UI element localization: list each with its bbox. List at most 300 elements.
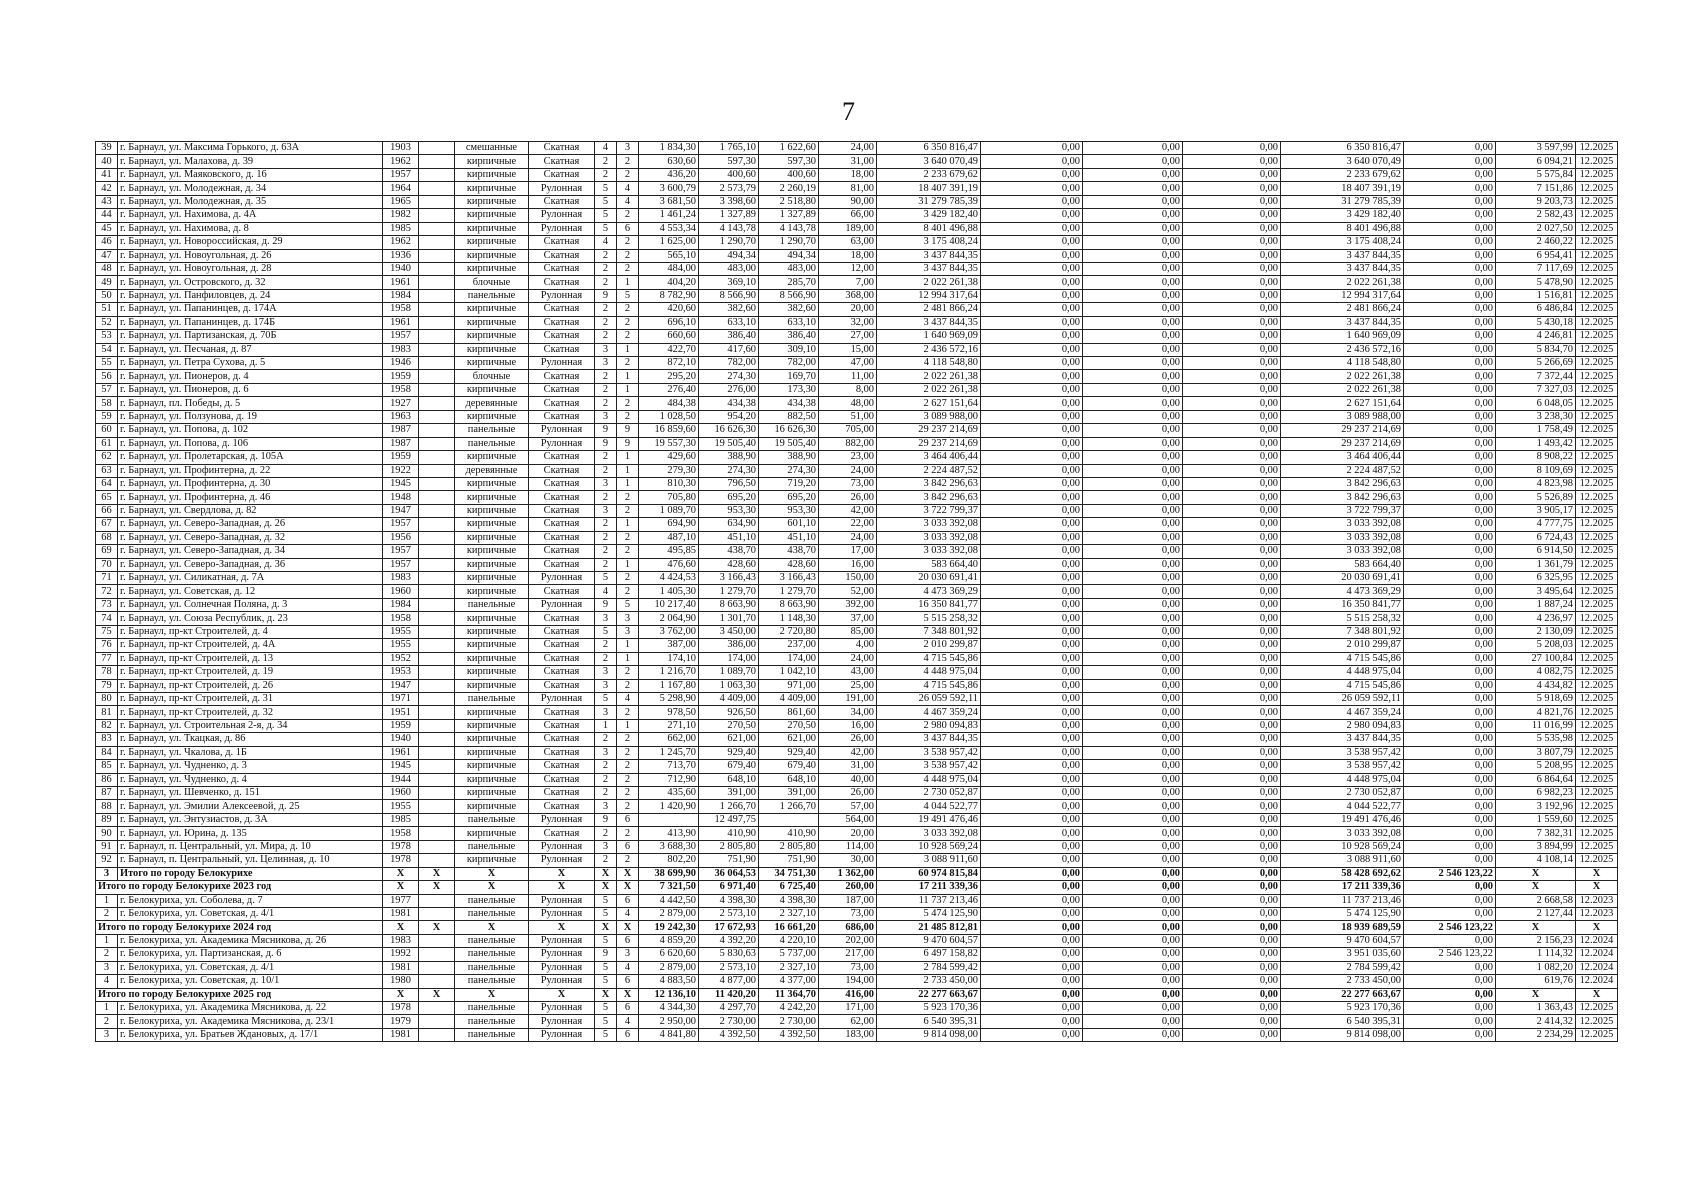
table-cell: 0,00 [1183, 921, 1281, 934]
table-cell: 11 737 213,46 [877, 894, 981, 907]
table-cell: Итого по городу Белокурихе [118, 867, 383, 880]
table-cell: 0,00 [1083, 572, 1183, 585]
table-cell: 1 559,60 [1496, 813, 1576, 826]
table-cell [419, 733, 455, 746]
table-cell: кирпичные [455, 518, 529, 531]
table-cell: 391,00 [759, 787, 819, 800]
table-cell: Скатная [529, 706, 595, 719]
table-cell: 1 301,70 [699, 612, 759, 625]
table-cell: 0,00 [1083, 961, 1183, 974]
table-cell: 0,00 [1404, 518, 1496, 531]
table-cell: 5 918,69 [1496, 692, 1576, 705]
table-cell: 660,60 [639, 330, 699, 343]
table-cell: X [455, 867, 529, 880]
table-cell: X [1576, 867, 1618, 880]
table-cell: 0,00 [1404, 854, 1496, 867]
table-cell: 61 [96, 437, 118, 450]
table-cell [419, 975, 455, 988]
table-cell: 382,60 [759, 303, 819, 316]
table-cell: Скатная [529, 491, 595, 504]
table-cell: панельные [455, 907, 529, 920]
table-cell: 76 [96, 639, 118, 652]
table-cell: 2 156,23 [1496, 934, 1576, 947]
table-cell: 3 [617, 948, 639, 961]
table-cell: 5 [595, 625, 617, 638]
table-cell: 451,10 [759, 531, 819, 544]
table-cell: 1 461,24 [639, 209, 699, 222]
table-cell: 91 [96, 840, 118, 853]
table-cell: 0,00 [1083, 612, 1183, 625]
table-cell: 15,00 [819, 343, 877, 356]
table-cell: Рулонная [529, 692, 595, 705]
table-cell: 3 429 182,40 [877, 209, 981, 222]
table-cell: 0,00 [1083, 330, 1183, 343]
table-cell: 0,00 [981, 679, 1083, 692]
table-cell: кирпичные [455, 733, 529, 746]
table-cell: 487,10 [639, 531, 699, 544]
table-cell: 10 928 569,24 [877, 840, 981, 853]
table-cell: 0,00 [1404, 652, 1496, 665]
table-row [96, 545, 1618, 558]
table-cell [419, 168, 455, 181]
table-cell [419, 236, 455, 249]
table-cell: 4 [617, 907, 639, 920]
table-cell: 438,70 [699, 545, 759, 558]
table-cell: Скатная [529, 800, 595, 813]
table-cell: 0,00 [1083, 262, 1183, 275]
table-cell: 2 [617, 531, 639, 544]
table-cell: 0,00 [1083, 1015, 1183, 1028]
table-cell: 12.2025 [1576, 518, 1618, 531]
table-cell: 81,00 [819, 182, 877, 195]
table-cell: 1 [617, 719, 639, 732]
table-cell: 18 407 391,19 [877, 182, 981, 195]
table-cell: 0,00 [1083, 558, 1183, 571]
table-cell: 50 [96, 289, 118, 302]
table-cell: 436,20 [639, 168, 699, 181]
table-cell [419, 773, 455, 786]
table-cell: 861,60 [759, 706, 819, 719]
table-cell: 40 [96, 155, 118, 168]
table-cell: 12.2025 [1576, 773, 1618, 786]
table-cell: 0,00 [981, 1015, 1083, 1028]
table-cell: 0,00 [1083, 639, 1183, 652]
table-cell: 2 730 052,87 [877, 787, 981, 800]
table-cell: 5 474 125,90 [1281, 907, 1404, 920]
table-cell: 4 448 975,04 [1281, 666, 1404, 679]
table-cell: 4 715 545,86 [877, 679, 981, 692]
table-cell [419, 800, 455, 813]
table-cell: 2 [617, 397, 639, 410]
table-cell [419, 787, 455, 800]
table-cell: 1955 [383, 625, 419, 638]
table-cell: 2 [617, 746, 639, 759]
table-cell: Скатная [529, 451, 595, 464]
table-cell: 84 [96, 746, 118, 759]
table-cell: 73,00 [819, 961, 877, 974]
table-cell: 83 [96, 733, 118, 746]
table-cell: 1978 [383, 1002, 419, 1015]
table-cell: 3 033 392,08 [877, 545, 981, 558]
table-cell: 0,00 [1083, 867, 1183, 880]
table-cell: 0,00 [1083, 209, 1183, 222]
table-cell: 1951 [383, 706, 419, 719]
table-cell: 0,00 [1083, 316, 1183, 329]
table-cell: 62,00 [819, 1015, 877, 1028]
table-cell: 2 733 450,00 [1281, 975, 1404, 988]
table-cell: Скатная [529, 545, 595, 558]
table-cell: 0,00 [1083, 706, 1183, 719]
table-row [96, 504, 1618, 517]
table-cell: г. Барнаул, ул. Эмилии Алексеевой, д. 25 [118, 800, 383, 813]
table-cell: 17 211 339,36 [1281, 881, 1404, 894]
table-cell: 6 [617, 222, 639, 235]
table-cell: кирпичные [455, 477, 529, 490]
table-cell: 202,00 [819, 934, 877, 947]
table-cell: 6 497 158,82 [877, 948, 981, 961]
table-cell: 0,00 [1083, 921, 1183, 934]
table-cell: 12.2025 [1576, 760, 1618, 773]
table-cell: кирпичные [455, 316, 529, 329]
table-cell: 0,00 [1404, 357, 1496, 370]
table-cell: 1 245,70 [639, 746, 699, 759]
table-cell: 1992 [383, 948, 419, 961]
table-row [96, 424, 1618, 437]
table-cell: 4 108,14 [1496, 854, 1576, 867]
table-cell: 5 208,03 [1496, 639, 1576, 652]
table-cell: 0,00 [1083, 289, 1183, 302]
table-cell: 4 467 359,24 [1281, 706, 1404, 719]
table-cell: 4 859,20 [639, 934, 699, 947]
table-cell: 3 437 844,35 [1281, 249, 1404, 262]
table-cell: Рулонная [529, 357, 595, 370]
table-cell: 10 217,40 [639, 598, 699, 611]
table-row [96, 370, 1618, 383]
table-cell [419, 1002, 455, 1015]
table-cell: 2 [595, 760, 617, 773]
table-cell: 1 834,30 [639, 142, 699, 155]
table-cell: 0,00 [981, 276, 1083, 289]
table-cell: 0,00 [981, 827, 1083, 840]
table-cell: 391,00 [699, 787, 759, 800]
table-cell: 3 175 408,24 [1281, 236, 1404, 249]
table-cell [419, 518, 455, 531]
table-cell: г. Барнаул, ул. Профинтерна, д. 22 [118, 464, 383, 477]
table-cell: 0,00 [981, 867, 1083, 880]
table-cell: 85 [96, 760, 118, 773]
table-cell: 0,00 [1083, 491, 1183, 504]
table-cell [419, 343, 455, 356]
table-cell: 12.2025 [1576, 303, 1618, 316]
table-cell: 1 765,10 [699, 142, 759, 155]
table-cell: г. Барнаул, ул. Северо-Западная, д. 26 [118, 518, 383, 531]
table-cell: 73,00 [819, 477, 877, 490]
table-cell: 882,00 [819, 437, 877, 450]
table-cell: 3 681,50 [639, 195, 699, 208]
table-cell: 796,50 [699, 477, 759, 490]
table-row [96, 612, 1618, 625]
table-cell: 0,00 [1183, 236, 1281, 249]
table-cell: 4 821,76 [1496, 706, 1576, 719]
table-cell: 3 [595, 706, 617, 719]
table-cell: 0,00 [1083, 733, 1183, 746]
table-cell: 6 [617, 1002, 639, 1015]
table-cell: 5 208,95 [1496, 760, 1576, 773]
table-cell: X [529, 867, 595, 880]
table-row [96, 760, 1618, 773]
table-cell: 0,00 [1083, 545, 1183, 558]
table-cell: 2 481 866,24 [877, 303, 981, 316]
table-cell: 3 033 392,08 [877, 827, 981, 840]
table-cell: 12.2024 [1576, 948, 1618, 961]
table-cell: 0,00 [1083, 142, 1183, 155]
table-cell: панельные [455, 934, 529, 947]
table-cell: 1 114,32 [1496, 948, 1576, 961]
table-cell: 694,90 [639, 518, 699, 531]
table-cell: 0,00 [1404, 934, 1496, 947]
table-cell: 3 951 035,60 [1281, 948, 1404, 961]
table-cell: X [1576, 921, 1618, 934]
table-cell: 1 [617, 370, 639, 383]
table-cell: 16,00 [819, 558, 877, 571]
table-cell: 0,00 [1183, 934, 1281, 947]
table-cell: 0,00 [981, 585, 1083, 598]
table-cell: 1983 [383, 934, 419, 947]
table-cell: 2 [595, 491, 617, 504]
table-row [96, 303, 1618, 316]
table-cell: 2 [595, 639, 617, 652]
table-row [96, 518, 1618, 531]
table-cell: 3 [96, 1028, 118, 1041]
table-cell: 1 361,79 [1496, 558, 1576, 571]
table-cell: 2 [595, 383, 617, 396]
table-cell: 0,00 [981, 182, 1083, 195]
table-cell: деревянные [455, 397, 529, 410]
table-cell: 0,00 [1404, 195, 1496, 208]
table-cell: Скатная [529, 719, 595, 732]
table-cell: 12.2025 [1576, 289, 1618, 302]
table-cell: 47,00 [819, 357, 877, 370]
table-cell: 428,60 [759, 558, 819, 571]
table-cell: 12.2025 [1576, 679, 1618, 692]
table-cell: 0,00 [1083, 155, 1183, 168]
table-cell: 3 033 392,08 [1281, 531, 1404, 544]
table-cell: 26,00 [819, 491, 877, 504]
table-cell: 56 [96, 370, 118, 383]
table-cell: 565,10 [639, 249, 699, 262]
table-cell: 0,00 [1183, 612, 1281, 625]
table-cell: 0,00 [1183, 182, 1281, 195]
table-row [96, 168, 1618, 181]
table-cell: 16 626,30 [699, 424, 759, 437]
table-cell: кирпичные [455, 706, 529, 719]
table-cell: г. Барнаул, ул. Свердлова, д. 82 [118, 504, 383, 517]
table-cell: 0,00 [981, 746, 1083, 759]
table-cell: 174,00 [759, 652, 819, 665]
table-cell: кирпичные [455, 558, 529, 571]
table-cell: 1 327,89 [759, 209, 819, 222]
table-row [96, 262, 1618, 275]
table-cell: 0,00 [1183, 330, 1281, 343]
table-cell: 0,00 [1083, 679, 1183, 692]
table-cell: 9 [617, 424, 639, 437]
table-cell: 5 [595, 934, 617, 947]
table-cell: X [617, 867, 639, 880]
table-cell: 0,00 [1083, 907, 1183, 920]
table-row [96, 195, 1618, 208]
table-cell [419, 222, 455, 235]
table-cell: 4 220,10 [759, 934, 819, 947]
table-cell: г. Барнаул, пр-кт Строителей, д. 4 [118, 625, 383, 638]
table-cell: кирпичные [455, 585, 529, 598]
table-cell: 2 [595, 451, 617, 464]
table-cell: 1944 [383, 773, 419, 786]
table-cell: 90,00 [819, 195, 877, 208]
table-cell: 5 [617, 289, 639, 302]
table-cell: 4 409,00 [699, 692, 759, 705]
table-cell: 12.2023 [1576, 894, 1618, 907]
table-cell: 88 [96, 800, 118, 813]
table-cell: 953,30 [699, 504, 759, 517]
table-cell: панельные [455, 894, 529, 907]
table-cell: 2 [617, 733, 639, 746]
table-cell: 1959 [383, 719, 419, 732]
table-cell: 0,00 [981, 934, 1083, 947]
table-cell: 3 [595, 679, 617, 692]
table-cell: X [419, 867, 455, 880]
table-cell: 3 495,64 [1496, 585, 1576, 598]
table-cell: 751,90 [759, 854, 819, 867]
table-cell: 114,00 [819, 840, 877, 853]
table-cell: 0,00 [981, 854, 1083, 867]
table-cell: 3 089 988,00 [877, 410, 981, 423]
table-cell: 0,00 [1404, 397, 1496, 410]
table-cell: 3 722 799,37 [877, 504, 981, 517]
table-cell: Рулонная [529, 1028, 595, 1041]
table-cell: 0,00 [1083, 598, 1183, 611]
table-cell: 92 [96, 854, 118, 867]
table-cell: 2 573,79 [699, 182, 759, 195]
table-cell: 3 [617, 612, 639, 625]
table-cell: 79 [96, 679, 118, 692]
table-cell: Скатная [529, 142, 595, 155]
table-cell: 0,00 [1404, 975, 1496, 988]
table-cell: 18 939 689,59 [1281, 921, 1404, 934]
table-cell: X [383, 867, 419, 880]
table-cell: г. Белокуриха, ул. Братьев Ждановых, д. 17/1 [118, 1028, 383, 1041]
table-cell: 4 118 548,80 [877, 357, 981, 370]
table-cell: 4 877,00 [699, 975, 759, 988]
table-cell: 679,40 [699, 760, 759, 773]
table-cell: 0,00 [1083, 840, 1183, 853]
table-cell: Рулонная [529, 289, 595, 302]
table-cell: 0,00 [1183, 585, 1281, 598]
table-cell: 8 663,90 [699, 598, 759, 611]
table-cell: кирпичные [455, 303, 529, 316]
table-cell: Скатная [529, 370, 595, 383]
table-cell: 8 566,90 [759, 289, 819, 302]
table-row [96, 1015, 1618, 1028]
table-cell: 9 [595, 424, 617, 437]
table-cell: 46 [96, 236, 118, 249]
table-cell: 71 [96, 572, 118, 585]
table-cell: 68 [96, 531, 118, 544]
table-cell: 0,00 [1183, 276, 1281, 289]
table-cell: 1953 [383, 666, 419, 679]
table-cell: г. Барнаул, ул. Профинтерна, д. 30 [118, 477, 383, 490]
table-cell: 3 033 392,08 [1281, 518, 1404, 531]
table-cell: Скатная [529, 652, 595, 665]
table-cell: кирпичные [455, 491, 529, 504]
table-cell: 0,00 [981, 289, 1083, 302]
table-cell: 6 [617, 975, 639, 988]
table-cell: 5 923 170,36 [877, 1002, 981, 1015]
table-cell: 78 [96, 666, 118, 679]
table-cell: 31 279 785,39 [1281, 195, 1404, 208]
table-cell: 0,00 [1183, 639, 1281, 652]
table-cell: 4 143,78 [699, 222, 759, 235]
table-cell: 1984 [383, 598, 419, 611]
table-cell: 476,60 [639, 558, 699, 571]
table-cell: 1983 [383, 343, 419, 356]
table-cell: 72 [96, 585, 118, 598]
table-cell [419, 142, 455, 155]
table-cell: 0,00 [1183, 706, 1281, 719]
table-cell: 4 044 522,77 [1281, 800, 1404, 813]
table-cell: 2 [617, 155, 639, 168]
table-cell: г. Барнаул, ул. Союза Республик, д. 23 [118, 612, 383, 625]
table-cell: 5 [595, 894, 617, 907]
table-cell: 1958 [383, 383, 419, 396]
table-cell: 5 474 125,90 [877, 907, 981, 920]
table-row [96, 827, 1618, 840]
table-cell: 0,00 [1404, 410, 1496, 423]
table-cell: г. Барнаул, ул. Новоугольная, д. 28 [118, 262, 383, 275]
table-cell: панельные [455, 1015, 529, 1028]
table-cell: 483,00 [699, 262, 759, 275]
table-cell: 2 582,43 [1496, 209, 1576, 222]
table-cell: 8 566,90 [699, 289, 759, 302]
table-cell: 386,40 [699, 330, 759, 343]
table-cell: 0,00 [1404, 451, 1496, 464]
table-cell: 1 405,30 [639, 585, 699, 598]
table-cell: 0,00 [1183, 827, 1281, 840]
table-cell: 0,00 [1183, 155, 1281, 168]
table-cell: 953,30 [759, 504, 819, 517]
table-cell: 810,30 [639, 477, 699, 490]
table-cell: 0,00 [1183, 222, 1281, 235]
table-cell: 2 234,29 [1496, 1028, 1576, 1041]
table-cell: 11 364,70 [759, 988, 819, 1001]
table-cell: 6 094,21 [1496, 155, 1576, 168]
table-cell: кирпичные [455, 545, 529, 558]
table-cell: 0,00 [1083, 666, 1183, 679]
table-cell: 1957 [383, 330, 419, 343]
table-cell: кирпичные [455, 195, 529, 208]
table-cell: 0,00 [1083, 585, 1183, 598]
table-cell: 0,00 [1083, 854, 1183, 867]
table-cell: 929,40 [759, 746, 819, 759]
table-cell: 1 [96, 894, 118, 907]
table-cell [419, 652, 455, 665]
table-cell: Скатная [529, 760, 595, 773]
table-cell: 0,00 [1183, 289, 1281, 302]
table-cell: Рулонная [529, 1015, 595, 1028]
table-cell: 12.2025 [1576, 276, 1618, 289]
table-cell: 47 [96, 249, 118, 262]
table-cell: 1978 [383, 854, 419, 867]
table-cell: 3 597,99 [1496, 142, 1576, 155]
